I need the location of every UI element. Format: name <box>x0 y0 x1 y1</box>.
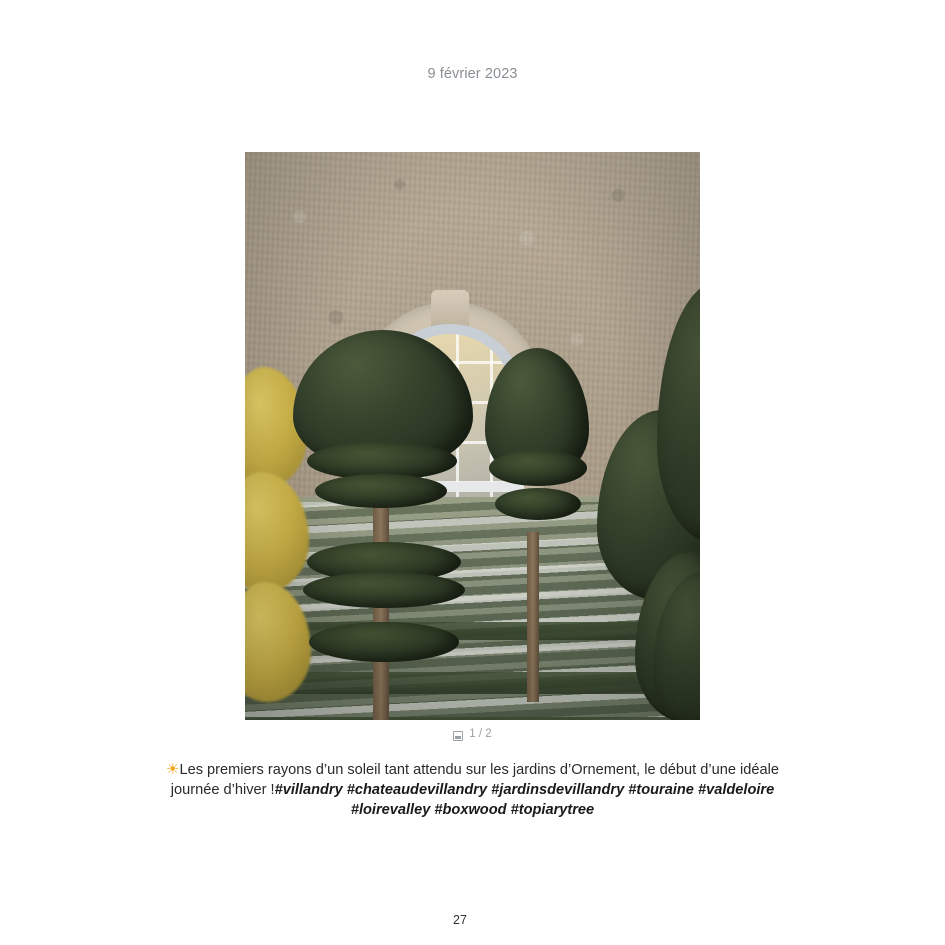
topiary-disc <box>495 488 581 520</box>
hedge-row <box>245 672 700 694</box>
topiary-trunk <box>527 532 539 702</box>
page-number: 27 <box>453 913 467 927</box>
carousel-counter: 1 / 2 <box>469 728 492 740</box>
topiary-disc <box>489 450 587 486</box>
topiary-disc <box>315 474 447 508</box>
carousel-icon <box>453 729 464 740</box>
topiary-disc <box>303 572 465 608</box>
carousel-indicator <box>0 728 945 740</box>
hedge-row <box>245 717 700 720</box>
caption-hashtags: #villandry #chateaudevillandry #jardinsdevillandry #touraine #valdeloire #loirevalley #boxwood #topiarytree <box>274 782 775 818</box>
caption-text: Les premiers rayons d’un soleil tant attendu sur les jardins d’Ornement, le début d’une idéale journée d’hiver ! <box>170 762 779 798</box>
post-image[interactable] <box>245 152 700 720</box>
photo-illustration <box>245 152 700 720</box>
post-date: 9 février 2023 <box>427 66 518 82</box>
post-caption <box>160 760 785 820</box>
sun-icon: ☀ <box>166 761 180 778</box>
topiary-disc <box>309 622 459 662</box>
